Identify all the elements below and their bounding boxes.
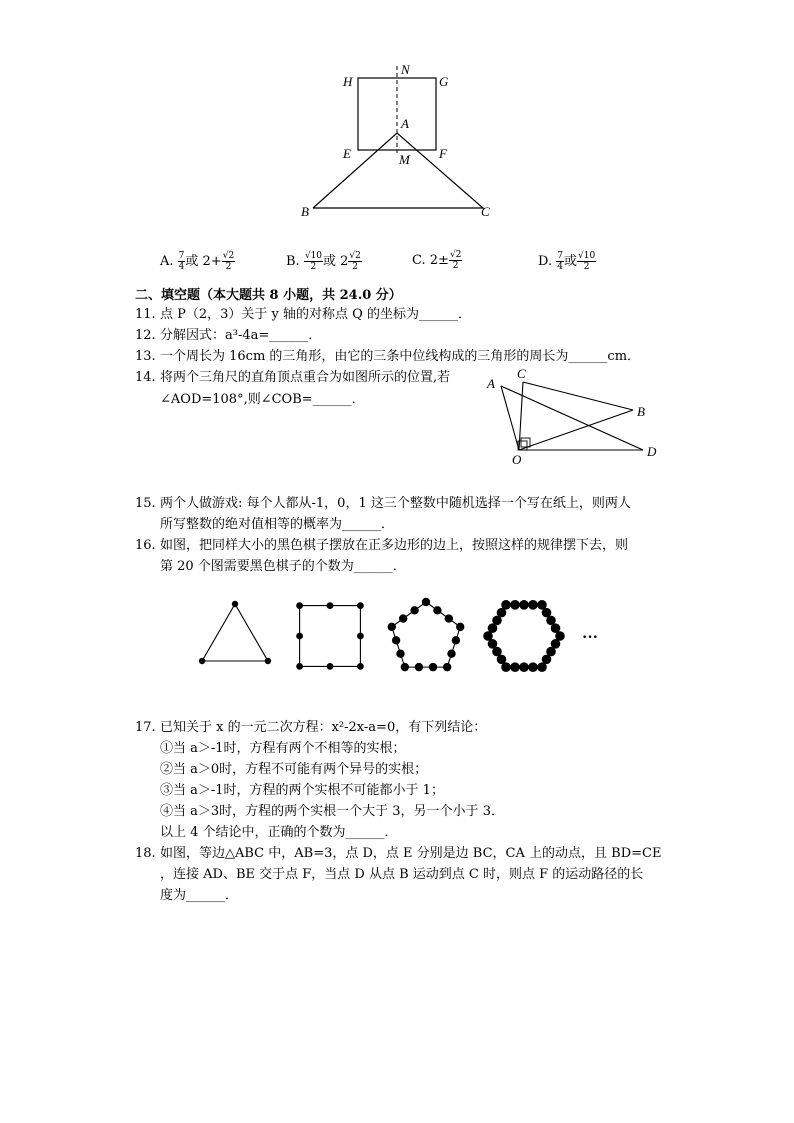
choice-b[interactable]: B. $\frac{√10}{2}$ 或 2 $\frac{√2}{2}$ xyxy=(286,251,361,272)
choice-c[interactable]: C. 2± $\frac{√2}{2}$ xyxy=(412,250,462,271)
label-n: N xyxy=(401,62,410,77)
stone-5-0-0 xyxy=(422,598,430,606)
stone-5-2-2 xyxy=(415,663,423,671)
stone-4-0-1 xyxy=(357,633,364,640)
stone-5-0-2 xyxy=(445,614,453,622)
stone-5-3-0 xyxy=(401,663,409,671)
label-a: A xyxy=(401,116,409,131)
label-e: E xyxy=(343,146,351,161)
stone-6-4-3 xyxy=(528,600,538,610)
polygon-3 xyxy=(202,604,268,661)
stone-5-1-1 xyxy=(452,636,460,644)
stone-5-1-0 xyxy=(456,623,464,631)
stone-4-3-0 xyxy=(296,602,303,609)
stone-6-4-1 xyxy=(510,600,520,610)
label-m: M xyxy=(399,152,410,167)
stone-4-1-0 xyxy=(357,663,364,670)
stone-6-1-1 xyxy=(528,662,538,672)
figure-q10 xyxy=(295,58,505,223)
section-title: 二、填空题（本大题共 8 小题，共 24.0 分） xyxy=(135,288,402,303)
stone-6-1-3 xyxy=(510,662,520,672)
choice-d[interactable]: D. $\frac{7}{4}$ 或 $\frac{√10}{2}$ xyxy=(538,251,596,272)
segment-ob xyxy=(519,410,633,450)
stone-4-2-0 xyxy=(296,663,303,670)
stone-5-2-1 xyxy=(429,663,437,671)
label-o-14: O xyxy=(512,452,522,467)
stone-3-0-0 xyxy=(232,601,238,607)
label-a-14: A xyxy=(487,376,495,391)
stone-5-4-0 xyxy=(388,623,396,631)
stone-4-3-1 xyxy=(327,602,334,609)
stone-5-3-2 xyxy=(392,636,400,644)
stone-6-4-2 xyxy=(519,600,529,610)
stone-3-1-0 xyxy=(265,658,271,664)
label-g: G xyxy=(439,74,449,89)
label-c-14: C xyxy=(517,366,526,381)
stone-6-4-0 xyxy=(501,600,511,610)
stone-3-2-0 xyxy=(199,658,205,664)
stone-6-5-3 xyxy=(551,623,561,633)
figure-q14 xyxy=(483,366,663,468)
stone-5-4-2 xyxy=(410,606,418,614)
stone-5-4-1 xyxy=(399,614,407,622)
ellipsis: ··· xyxy=(582,629,599,646)
label-b: B xyxy=(301,204,309,219)
stone-5-1-2 xyxy=(447,650,455,658)
label-b-14: B xyxy=(637,404,645,419)
stone-4-0-0 xyxy=(357,602,364,609)
choice-a[interactable]: A. $\frac{7}{4}$ 或 2+ $\frac{√2}{2}$ xyxy=(160,251,235,272)
label-h: H xyxy=(343,74,353,89)
figure-q16 xyxy=(190,596,610,680)
polygon-4 xyxy=(300,606,361,667)
stone-6-1-0 xyxy=(537,662,547,672)
segment-ao xyxy=(501,386,519,450)
label-c: C xyxy=(481,204,490,219)
stone-4-1-1 xyxy=(327,663,334,670)
label-f: F xyxy=(439,146,447,161)
segment-cb xyxy=(523,382,633,410)
stone-4-2-1 xyxy=(296,633,303,640)
stone-5-0-1 xyxy=(433,606,441,614)
stone-5-2-0 xyxy=(443,663,451,671)
right-angle-mark xyxy=(521,438,530,447)
stone-5-3-1 xyxy=(396,650,404,658)
triangle-abc xyxy=(313,133,483,208)
stone-6-1-2 xyxy=(519,662,529,672)
label-d-14: D xyxy=(647,444,657,459)
